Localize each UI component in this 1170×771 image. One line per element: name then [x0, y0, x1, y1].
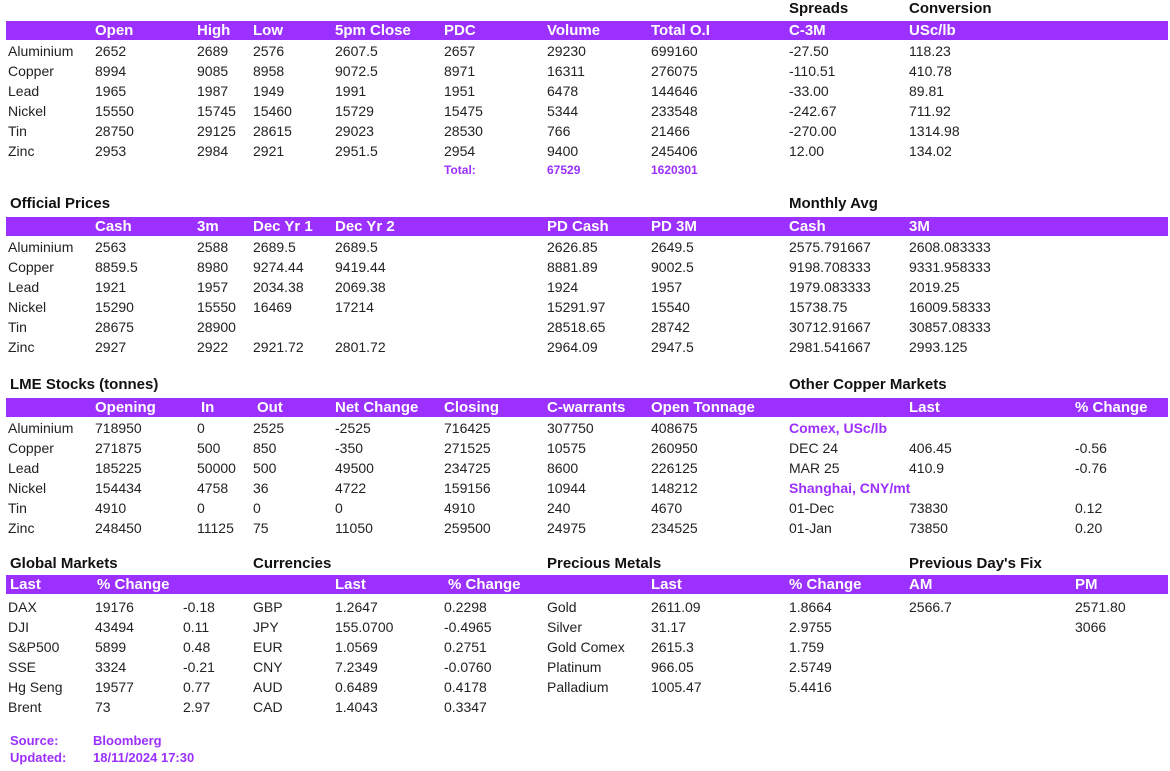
precious-row-cell: 2615.3 — [651, 639, 694, 655]
official-row-cell: 15738.75 — [789, 299, 848, 315]
lme-row-cell: 2525 — [253, 420, 285, 436]
official-row-cell: 2922 — [197, 339, 229, 355]
global-row-cell: 0.11 — [183, 619, 210, 635]
copper-row-cell: 0.20 — [1075, 520, 1103, 536]
metals-row-cell: 2689 — [197, 43, 229, 59]
precious-row-cell: 2.5749 — [789, 659, 832, 675]
official-row-cell: 2947.5 — [651, 339, 694, 355]
lme-row-cell: 271875 — [95, 440, 142, 456]
precious-row-cell: 5.4416 — [789, 679, 832, 695]
global-row-cell: 3324 — [95, 659, 127, 675]
col-copper-last-header: Last — [909, 399, 940, 416]
col-net-change-header: Net Change — [335, 399, 419, 416]
metals-row-cell: 410.78 — [909, 63, 952, 79]
col-dec-yr2-header: Dec Yr 2 — [335, 218, 395, 235]
fx-row-cell: 0.4178 — [444, 679, 487, 695]
fx-row-cell: 1.2647 — [335, 599, 378, 615]
copper-row-cell: DEC 24 — [789, 440, 839, 456]
col-5pm-close-header: 5pm Close — [335, 22, 411, 39]
fx-row-cell: CNY — [253, 659, 283, 675]
col-fix-am-header: AM — [909, 576, 933, 593]
col-uscl-header: USc/lb — [909, 22, 956, 39]
official-row-cell: 8859.5 — [95, 259, 138, 275]
col-precious-last-header: Last — [651, 576, 682, 593]
official-row-cell: 1924 — [547, 279, 579, 295]
col-out-header: Out — [257, 399, 283, 416]
metals-row-cell: 144646 — [651, 83, 698, 99]
fx-row-cell: 1.0569 — [335, 639, 378, 655]
lme-row-cell: 234725 — [444, 460, 491, 476]
metals-row-cell: 711.92 — [909, 103, 951, 119]
lme-row-cell: 49500 — [335, 460, 374, 476]
global-row-cell: Hg Seng — [8, 679, 63, 695]
copper-row-cell: 01-Dec — [789, 500, 835, 516]
official-row-cell: Nickel — [8, 299, 47, 315]
official-row-cell: 28518.65 — [547, 319, 606, 335]
copper-row-cell: 73830 — [909, 500, 948, 516]
lme-row-cell: 24975 — [547, 520, 586, 536]
lme-row-cell: Zinc — [8, 520, 35, 536]
official-prices-title: Official Prices — [10, 195, 111, 212]
metals-row-cell: 1991 — [335, 83, 367, 99]
global-row-cell: SSE — [8, 659, 37, 675]
copper-row-cell: 73850 — [909, 520, 948, 536]
lme-row-cell: 260950 — [651, 440, 698, 456]
official-row-cell: 2069.38 — [335, 279, 386, 295]
lme-row-cell: 10944 — [547, 480, 586, 496]
official-row-cell: Zinc — [8, 339, 35, 355]
official-row-cell: 16009.58333 — [909, 299, 991, 315]
metals-row-cell: Lead — [8, 83, 40, 99]
metals-row-cell: Copper — [8, 63, 54, 79]
lme-row-cell: Copper — [8, 440, 54, 456]
metals-row-cell: -110.51 — [789, 63, 836, 79]
lme-row-cell: 50000 — [197, 460, 236, 476]
metals-row-cell: 8958 — [253, 63, 285, 79]
official-row-cell: 9419.44 — [335, 259, 386, 275]
precious-row-cell: 966.05 — [651, 659, 694, 675]
precious-row-cell: 1.759 — [789, 639, 825, 655]
col-volume-header: Volume — [547, 22, 601, 39]
lme-row-cell: 307750 — [547, 420, 594, 436]
metals-row-cell: 29125 — [197, 123, 236, 139]
metals-row-cell: 766 — [547, 123, 571, 139]
precious-row-cell: 1.8664 — [789, 599, 832, 615]
copper-row-cell: 406.45 — [909, 440, 952, 456]
global-row-cell: 19577 — [95, 679, 134, 695]
official-row-cell: Lead — [8, 279, 40, 295]
metals-row-cell: -27.50 — [789, 43, 829, 59]
metals-row-cell: 15745 — [197, 103, 236, 119]
precious-row-cell: Gold — [547, 599, 577, 615]
lme-row-cell: 75 — [253, 520, 269, 536]
metals-row-cell: Zinc — [8, 143, 35, 159]
official-row-cell: 2801.72 — [335, 339, 386, 355]
col-fix-pm-header: PM — [1075, 576, 1098, 593]
col-cwarrants-header: C-warrants — [547, 399, 626, 416]
official-row-cell: 1979.083333 — [789, 279, 871, 295]
col-fx-change-header: % Change — [448, 576, 521, 593]
total-oi: 1620301 — [651, 163, 698, 177]
lme-row-cell: 226125 — [651, 460, 698, 476]
official-row-cell: 15290 — [95, 299, 134, 315]
metals-row-cell: 28615 — [253, 123, 292, 139]
copper-row-cell: 01-Jan — [789, 520, 832, 536]
global-row-cell: -0.21 — [183, 659, 215, 675]
metals-row-cell: 15729 — [335, 103, 374, 119]
col-pd-cash-header: PD Cash — [547, 218, 609, 235]
official-row-cell: 2019.25 — [909, 279, 960, 295]
global-row-cell: 19176 — [95, 599, 134, 615]
metals-row-cell: 12.00 — [789, 143, 825, 159]
metals-row-cell: 9072.5 — [335, 63, 378, 79]
fx-row-cell: 0.6489 — [335, 679, 378, 695]
updated-value: 18/11/2024 17:30 — [93, 750, 195, 765]
source-value: Bloomberg — [93, 733, 162, 748]
lme-row-cell: 36 — [253, 480, 269, 496]
precious-row-cell: 31.17 — [651, 619, 687, 635]
copper-row-cell: Comex, USc/lb — [789, 420, 888, 436]
col-pd-3m-header: PD 3M — [651, 218, 697, 235]
col-cash-header: Cash — [95, 218, 132, 235]
lme-row-cell: 4910 — [444, 500, 476, 516]
lme-row-cell: 0 — [197, 500, 205, 516]
col-monthly-cash-header: Cash — [789, 218, 826, 235]
lme-row-cell: 148212 — [651, 480, 698, 496]
metals-row-cell: 118.23 — [909, 43, 951, 59]
col-fx-last-header: Last — [335, 576, 366, 593]
metals-row-cell: 8994 — [95, 63, 127, 79]
lme-row-cell: 11050 — [335, 520, 373, 536]
lme-row-cell: 159156 — [444, 480, 491, 496]
lme-row-cell: 185225 — [95, 460, 142, 476]
col-opening-header: Opening — [95, 399, 156, 416]
metals-row-cell: 16311 — [547, 63, 585, 79]
lme-row-cell: 0 — [197, 420, 205, 436]
official-row-cell: 15550 — [197, 299, 236, 315]
lme-row-cell: -350 — [335, 440, 364, 456]
col-copper-change-header: % Change — [1075, 399, 1148, 416]
copper-row-cell: Shanghai, CNY/mt — [789, 480, 911, 496]
metals-row-cell: Tin — [8, 123, 27, 139]
metals-row-cell: 1951 — [444, 83, 476, 99]
official-row-cell: Tin — [8, 319, 27, 335]
fx-row-cell: 0.2298 — [444, 599, 487, 615]
global-row-cell: -0.18 — [183, 599, 215, 615]
metals-row-cell: 89.81 — [909, 83, 945, 99]
lme-row-cell: 271525 — [444, 440, 491, 456]
copper-row-cell: 0.12 — [1075, 500, 1103, 516]
official-row-cell: Copper — [8, 259, 54, 275]
precious-row-cell: Silver — [547, 619, 583, 635]
lme-row-cell: 850 — [253, 440, 277, 456]
global-row-cell: 0.48 — [183, 639, 211, 655]
official-row-cell: 2689.5 — [335, 239, 378, 255]
lme-row-cell: Lead — [8, 460, 40, 476]
official-row-cell: 28900 — [197, 319, 236, 335]
col-in-header: In — [201, 399, 215, 416]
global-row-cell: 73 — [95, 699, 111, 715]
fx-row-cell: GBP — [253, 599, 283, 615]
metals-row-cell: 28750 — [95, 123, 134, 139]
metals-row-cell: 2984 — [197, 143, 229, 159]
official-row-cell: 2034.38 — [253, 279, 304, 295]
global-row-cell: DAX — [8, 599, 37, 615]
precious-row-cell: Palladium — [547, 679, 609, 695]
metals-row-cell: 8971 — [444, 63, 476, 79]
official-row-cell: 9274.44 — [253, 259, 304, 275]
global-row-cell: 5899 — [95, 639, 127, 655]
metals-row-cell: 28530 — [444, 123, 483, 139]
lme-row-cell: Nickel — [8, 480, 47, 496]
other-copper-title: Other Copper Markets — [789, 376, 947, 393]
global-row-cell: Brent — [8, 699, 42, 715]
official-row-cell: 2927 — [95, 339, 127, 355]
fx-row-cell: -0.4965 — [444, 619, 492, 635]
lme-row-cell: Tin — [8, 500, 27, 516]
official-row-cell: 15540 — [651, 299, 690, 315]
official-row-cell: 2563 — [95, 239, 127, 255]
col-closing-header: Closing — [444, 399, 499, 416]
total-label: Total: — [444, 163, 476, 177]
fx-row-cell: -0.0760 — [444, 659, 492, 675]
metals-row-cell: 2921 — [253, 143, 285, 159]
lme-row-cell: 4670 — [651, 500, 683, 516]
conversion-label: Conversion — [909, 0, 992, 17]
col-precious-change-header: % Change — [789, 576, 862, 593]
lme-row-cell: 240 — [547, 500, 571, 516]
lme-row-cell: 0 — [253, 500, 261, 516]
previous-fix-title: Previous Day's Fix — [909, 555, 1042, 572]
lme-row-cell: 11125 — [197, 520, 234, 536]
official-row-cell: 9331.958333 — [909, 259, 991, 275]
metals-row-cell: 1314.98 — [909, 123, 960, 139]
col-high-header: High — [197, 22, 231, 39]
metals-row-cell: 2951.5 — [335, 143, 378, 159]
metals-row-cell: 1949 — [253, 83, 285, 99]
official-row-cell: 30857.08333 — [909, 319, 991, 335]
lme-row-cell: 408675 — [651, 420, 698, 436]
lme-row-cell: 716425 — [444, 420, 491, 436]
precious-row-cell: 2.9755 — [789, 619, 832, 635]
metals-row-cell: 2953 — [95, 143, 127, 159]
fx-row-cell: 0.2751 — [444, 639, 487, 655]
official-row-cell: 9198.708333 — [789, 259, 871, 275]
metals-row-cell: 276075 — [651, 63, 698, 79]
copper-row-cell: MAR 25 — [789, 460, 840, 476]
global-markets-title: Global Markets — [10, 555, 118, 572]
lme-row-cell: 4758 — [197, 480, 229, 496]
col-c3m-header: C-3M — [789, 22, 826, 39]
official-row-cell: 28675 — [95, 319, 134, 335]
lme-row-cell: 4722 — [335, 480, 367, 496]
lme-row-cell: 4910 — [95, 500, 127, 516]
metals-row-cell: 15550 — [95, 103, 134, 119]
copper-row-cell: -0.56 — [1075, 440, 1107, 456]
markets-header-bar — [6, 575, 1168, 594]
official-row-cell: 1957 — [197, 279, 229, 295]
official-row-cell: 15291.97 — [547, 299, 606, 315]
precious-row-cell: Gold Comex — [547, 639, 625, 655]
col-total-oi-header: Total O.I — [651, 22, 710, 39]
official-row-cell: 28742 — [651, 319, 690, 335]
lme-row-cell: 8600 — [547, 460, 579, 476]
official-row-cell: 16469 — [253, 299, 292, 315]
fix-row-cell: 3066 — [1075, 619, 1107, 635]
fx-row-cell: CAD — [253, 699, 283, 715]
lme-row-cell: -2525 — [335, 420, 371, 436]
col-open-header: Open — [95, 22, 134, 39]
global-row-cell: S&P500 — [8, 639, 60, 655]
official-row-cell: 2626.85 — [547, 239, 598, 255]
precious-row-cell: Platinum — [547, 659, 602, 675]
metals-row-cell: 2652 — [95, 43, 127, 59]
metals-row-cell: 2607.5 — [335, 43, 378, 59]
fx-row-cell: 155.0700 — [335, 619, 394, 635]
lme-row-cell: 234525 — [651, 520, 698, 536]
official-row-cell: 30712.91667 — [789, 319, 871, 335]
global-row-cell: 0.77 — [183, 679, 211, 695]
col-open-tonnage-header: Open Tonnage — [651, 399, 755, 416]
official-row-cell: 2981.541667 — [789, 339, 871, 355]
fx-row-cell: JPY — [253, 619, 279, 635]
col-global-last-header: Last — [10, 576, 41, 593]
fx-row-cell: 0.3347 — [444, 699, 487, 715]
metals-row-cell: 245406 — [651, 143, 698, 159]
lme-row-cell: 10575 — [547, 440, 586, 456]
lme-stocks-title: LME Stocks (tonnes) — [10, 376, 159, 393]
metals-row-cell: 9400 — [547, 143, 579, 159]
official-row-cell: 1957 — [651, 279, 683, 295]
col-global-change-header: % Change — [97, 576, 170, 593]
spreads-label: Spreads — [789, 0, 849, 17]
official-row-cell: 2608.083333 — [909, 239, 991, 255]
lme-row-cell: 500 — [253, 460, 277, 476]
updated-label: Updated: — [10, 750, 67, 765]
global-row-cell: DJI — [8, 619, 29, 635]
official-row-cell: 1921 — [95, 279, 127, 295]
fx-row-cell: 1.4043 — [335, 699, 378, 715]
fix-row-cell: 2566.7 — [909, 599, 952, 615]
official-row-cell: 2964.09 — [547, 339, 598, 355]
copper-row-cell: 410.9 — [909, 460, 945, 476]
metals-row-cell: 2576 — [253, 43, 285, 59]
metals-row-cell: 134.02 — [909, 143, 952, 159]
copper-row-cell: -0.76 — [1075, 460, 1107, 476]
precious-row-cell: 2611.09 — [651, 599, 701, 615]
fx-row-cell: 7.2349 — [335, 659, 378, 675]
official-row-cell: 8980 — [197, 259, 229, 275]
precious-row-cell: 1005.47 — [651, 679, 702, 695]
col-dec-yr1-header: Dec Yr 1 — [253, 218, 313, 235]
official-row-cell: 8881.89 — [547, 259, 598, 275]
metals-row-cell: Aluminium — [8, 43, 74, 59]
col-low-header: Low — [253, 22, 283, 39]
official-row-cell: 2921.72 — [253, 339, 304, 355]
official-row-cell: Aluminium — [8, 239, 74, 255]
official-row-cell: 17214 — [335, 299, 374, 315]
metals-row-cell: 29023 — [335, 123, 374, 139]
currencies-title: Currencies — [253, 555, 332, 572]
official-row-cell: 2993.125 — [909, 339, 968, 355]
official-row-cell: 2575.791667 — [789, 239, 871, 255]
metals-row-cell: 2954 — [444, 143, 476, 159]
lme-row-cell: 248450 — [95, 520, 142, 536]
metals-row-cell: 9085 — [197, 63, 229, 79]
metals-row-cell: -270.00 — [789, 123, 837, 139]
global-row-cell: 2.97 — [183, 699, 211, 715]
lme-row-cell: 718950 — [95, 420, 142, 436]
fix-row-cell: 2571.80 — [1075, 599, 1126, 615]
metals-row-cell: 15460 — [253, 103, 292, 119]
lme-row-cell: 500 — [197, 440, 221, 456]
lme-row-cell: 259500 — [444, 520, 491, 536]
metals-row-cell: 2657 — [444, 43, 476, 59]
official-row-cell: 2649.5 — [651, 239, 694, 255]
metals-row-cell: 5344 — [547, 103, 579, 119]
official-row-cell: 2588 — [197, 239, 229, 255]
col-3m-header: 3m — [197, 218, 219, 235]
official-row-cell: 2689.5 — [253, 239, 296, 255]
metals-row-cell: 1987 — [197, 83, 229, 99]
monthly-avg-title: Monthly Avg — [789, 195, 878, 212]
total-volume: 67529 — [547, 163, 581, 177]
metals-row-cell: 29230 — [547, 43, 586, 59]
lme-row-cell: 0 — [335, 500, 343, 516]
metals-row-cell: 233548 — [651, 103, 698, 119]
precious-metals-title: Precious Metals — [547, 555, 662, 572]
global-row-cell: 43494 — [95, 619, 134, 635]
fx-row-cell: AUD — [253, 679, 283, 695]
fx-row-cell: EUR — [253, 639, 283, 655]
lme-row-cell: 154434 — [95, 480, 142, 496]
metals-row-cell: 21466 — [651, 123, 690, 139]
metals-row-cell: 699160 — [651, 43, 698, 59]
source-label: Source: — [10, 733, 59, 748]
col-pdc-header: PDC — [444, 22, 476, 39]
metals-row-cell: 1965 — [95, 83, 127, 99]
lme-row-cell: Aluminium — [8, 420, 74, 436]
metals-row-cell: Nickel — [8, 103, 47, 119]
metals-row-cell: -242.67 — [789, 103, 837, 119]
metals-row-cell: -33.00 — [789, 83, 829, 99]
metals-row-cell: 15475 — [444, 103, 483, 119]
metals-row-cell: 6478 — [547, 83, 579, 99]
official-row-cell: 9002.5 — [651, 259, 694, 275]
col-monthly-3m-header: 3M — [909, 218, 930, 235]
